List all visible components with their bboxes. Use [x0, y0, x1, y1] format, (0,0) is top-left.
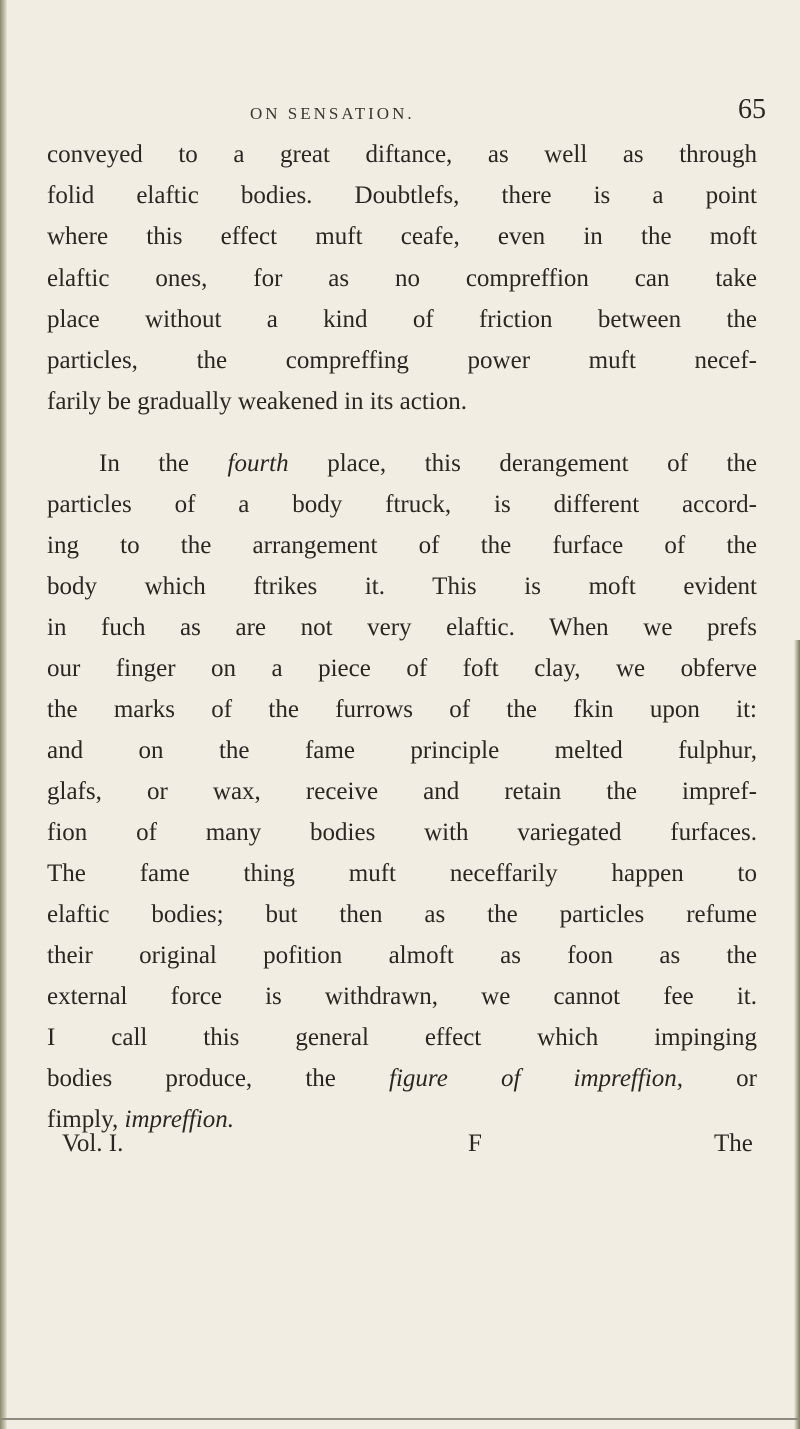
text-line: The fame thing muft neceffarily happen to [47, 860, 757, 887]
italic-phrase: figure of impreffion, [389, 1065, 684, 1092]
text-line: their original pofition almoft as foon as the [47, 942, 757, 969]
text-line: our finger on a piece of foft clay, we obferve [47, 655, 757, 682]
text-line: ing to the arrangement of the furface of the [47, 532, 757, 559]
text-line-mixed [47, 1064, 757, 1094]
text-line: the marks of the furrows of the fkin upon it: [47, 696, 757, 723]
text-line: conveyed to a great diftance, as well as through [47, 141, 757, 168]
text-line: farily be gradually weakened in its action. [47, 388, 467, 415]
bottom-edge-line [0, 1418, 800, 1420]
page-number: 65 [738, 94, 766, 125]
text-line: particles, the compreffing power muft necef- [47, 347, 757, 374]
text-line: place without a kind of friction between the [47, 306, 757, 333]
paragraph-start-line [47, 449, 757, 479]
text-line: folid elaftic bodies. Doubtlefs, there is a point [47, 182, 757, 209]
text-line: where this effect muft ceafe, even in the moft [47, 223, 757, 250]
text-line: particles of a body ftruck, is different accord- [47, 491, 757, 518]
running-head: ON SENSATION. [250, 104, 415, 123]
text-line: elaftic bodies; but then as the particles refume [47, 901, 757, 928]
italic-word: fourth [227, 450, 289, 477]
page-edge-right [794, 640, 800, 1429]
text-span: or [736, 1065, 757, 1092]
page-edge-left [0, 0, 7, 1429]
text-line: I call this general effect which impinging [47, 1024, 757, 1051]
text-span: place, this derangement of the [327, 450, 758, 477]
text-span: bodies produce, the [47, 1065, 336, 1092]
text-line: elaftic ones, for as no compreffion can take [47, 265, 757, 292]
text-span: In the [99, 450, 189, 477]
text-line: glafs, or wax, receive and retain the impref- [47, 778, 757, 805]
signature-mark: F [468, 1130, 482, 1157]
text-line: body which ftrikes it. This is moft evident [47, 573, 757, 600]
text-line: in fuch as are not very elaftic. When we prefs [47, 614, 757, 641]
italic-word: impreffion. [124, 1106, 235, 1133]
text-line: external force is withdrawn, we cannot fee it. [47, 983, 757, 1010]
text-line: and on the fame principle melted fulphur, [47, 737, 757, 764]
text-line: fion of many bodies with variegated furfaces. [47, 819, 757, 846]
catchword: The [714, 1130, 753, 1157]
text-span: fimply, [47, 1106, 119, 1133]
volume-label: Vol. I. [62, 1130, 124, 1157]
